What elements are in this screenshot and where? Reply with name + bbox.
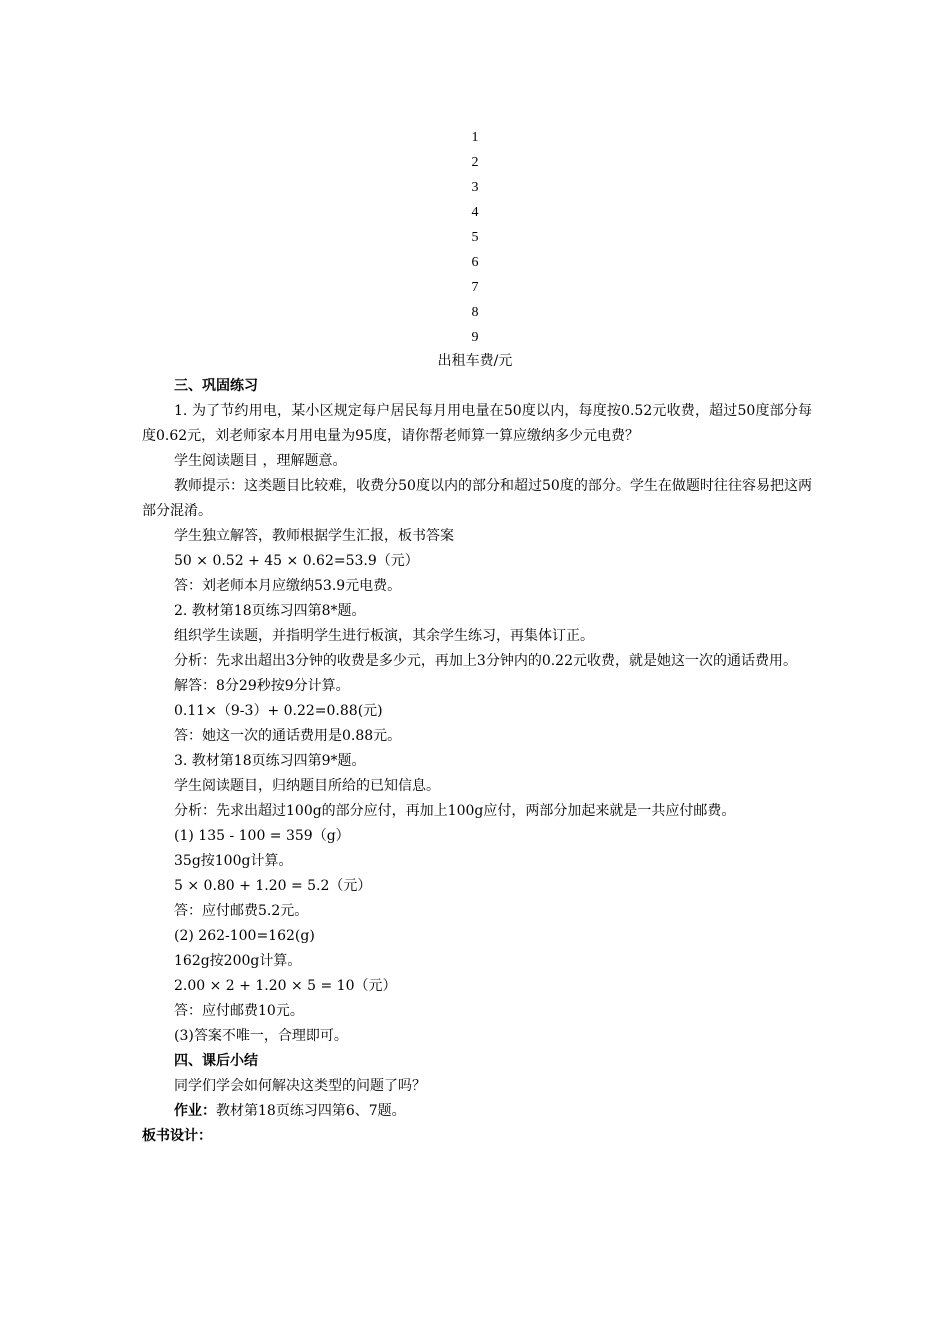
homework-label: 作业： <box>174 1103 216 1119</box>
formula: (1) 135 - 100 = 359（g） <box>174 828 350 844</box>
formula: 2.00 × 2 + 1.20 × 5 = 10（元） <box>174 978 397 994</box>
formula: 5 × 0.80 + 1.20 = 5.2（元） <box>174 878 372 894</box>
number-item: 3 <box>471 180 479 195</box>
formula: (2) 262-100=162(g) <box>174 928 315 944</box>
paragraph: 35g按100g计算。 <box>174 853 293 869</box>
paragraph: 162g按200g计算。 <box>174 953 302 969</box>
formula: 0.11×（9-3）+ 0.22=0.88(元) <box>174 703 383 719</box>
board-design-heading: 板书设计： <box>142 1128 212 1144</box>
paragraph: 解答：8分29秒按9分计算。 <box>174 678 350 694</box>
paragraph: 1. 为了节约用电，某小区规定每户居民每月用电量在50度以内，每度按0.52元收费，超过50度部分每度0.62元，刘老师家本月用电量为95度，请你帮老师算一算应缴纳多少元电费？ <box>142 403 812 444</box>
paragraph: 组织学生读题，并指明学生进行板演，其余学生练习，再集体订正。 <box>174 628 594 644</box>
paragraph: 答：刘老师本月应缴纳53.9元电费。 <box>174 578 402 594</box>
paragraph: 2. 教材第18页练习四第8*题。 <box>174 603 366 619</box>
homework-text: 教材第18页练习四第6、7题。 <box>216 1103 406 1119</box>
content-body <box>142 374 812 1149</box>
paragraph: 学生阅读题目，归纳题目所给的已知信息。 <box>174 778 440 794</box>
paragraph: 教师提示：这类题目比较难，收费分50度以内的部分和超过50度的部分。学生在做题时往往容易把这两部分混淆。 <box>142 478 812 519</box>
paragraph: 3. 教材第18页练习四第9*题。 <box>174 753 366 769</box>
paragraph: 答：应付邮费5.2元。 <box>174 903 309 919</box>
number-item: 7 <box>471 280 479 295</box>
number-item: 9 <box>471 330 479 345</box>
number-list <box>0 127 950 352</box>
paragraph: 同学们学会如何解决这类型的问题了吗？ <box>174 1078 426 1094</box>
homework-line <box>142 1099 812 1124</box>
number-item: 5 <box>471 230 479 245</box>
section-heading: 三、巩固练习 <box>174 378 258 394</box>
paragraph: 学生独立解答，教师根据学生汇报，板书答案 <box>174 528 454 544</box>
paragraph: 答：她这一次的通话费用是0.88元。 <box>174 728 402 744</box>
section-heading: 四、课后小结 <box>174 1053 258 1069</box>
number-item: 8 <box>471 305 479 320</box>
paragraph: 答：应付邮费10元。 <box>174 1003 304 1019</box>
paragraph: 分析：先求出超出3分钟的收费是多少元，再加上3分钟内的0.22元收费，就是她这一次的通话费用。 <box>174 653 797 669</box>
number-item: 6 <box>471 255 479 270</box>
caption: 出租车费/元 <box>437 353 513 369</box>
paragraph: 学生阅读题目 ，理解题意。 <box>174 453 347 469</box>
number-item: 1 <box>471 130 479 145</box>
number-item: 4 <box>471 205 479 220</box>
formula: 50 × 0.52 + 45 × 0.62=53.9（元） <box>174 553 419 569</box>
paragraph: 分析：先求出超过100g的部分应付，再加上100g应付，两部分加起来就是一共应付邮费。 <box>174 803 736 819</box>
paragraph: (3)答案不唯一，合理即可。 <box>174 1028 348 1044</box>
number-item: 2 <box>471 155 479 170</box>
